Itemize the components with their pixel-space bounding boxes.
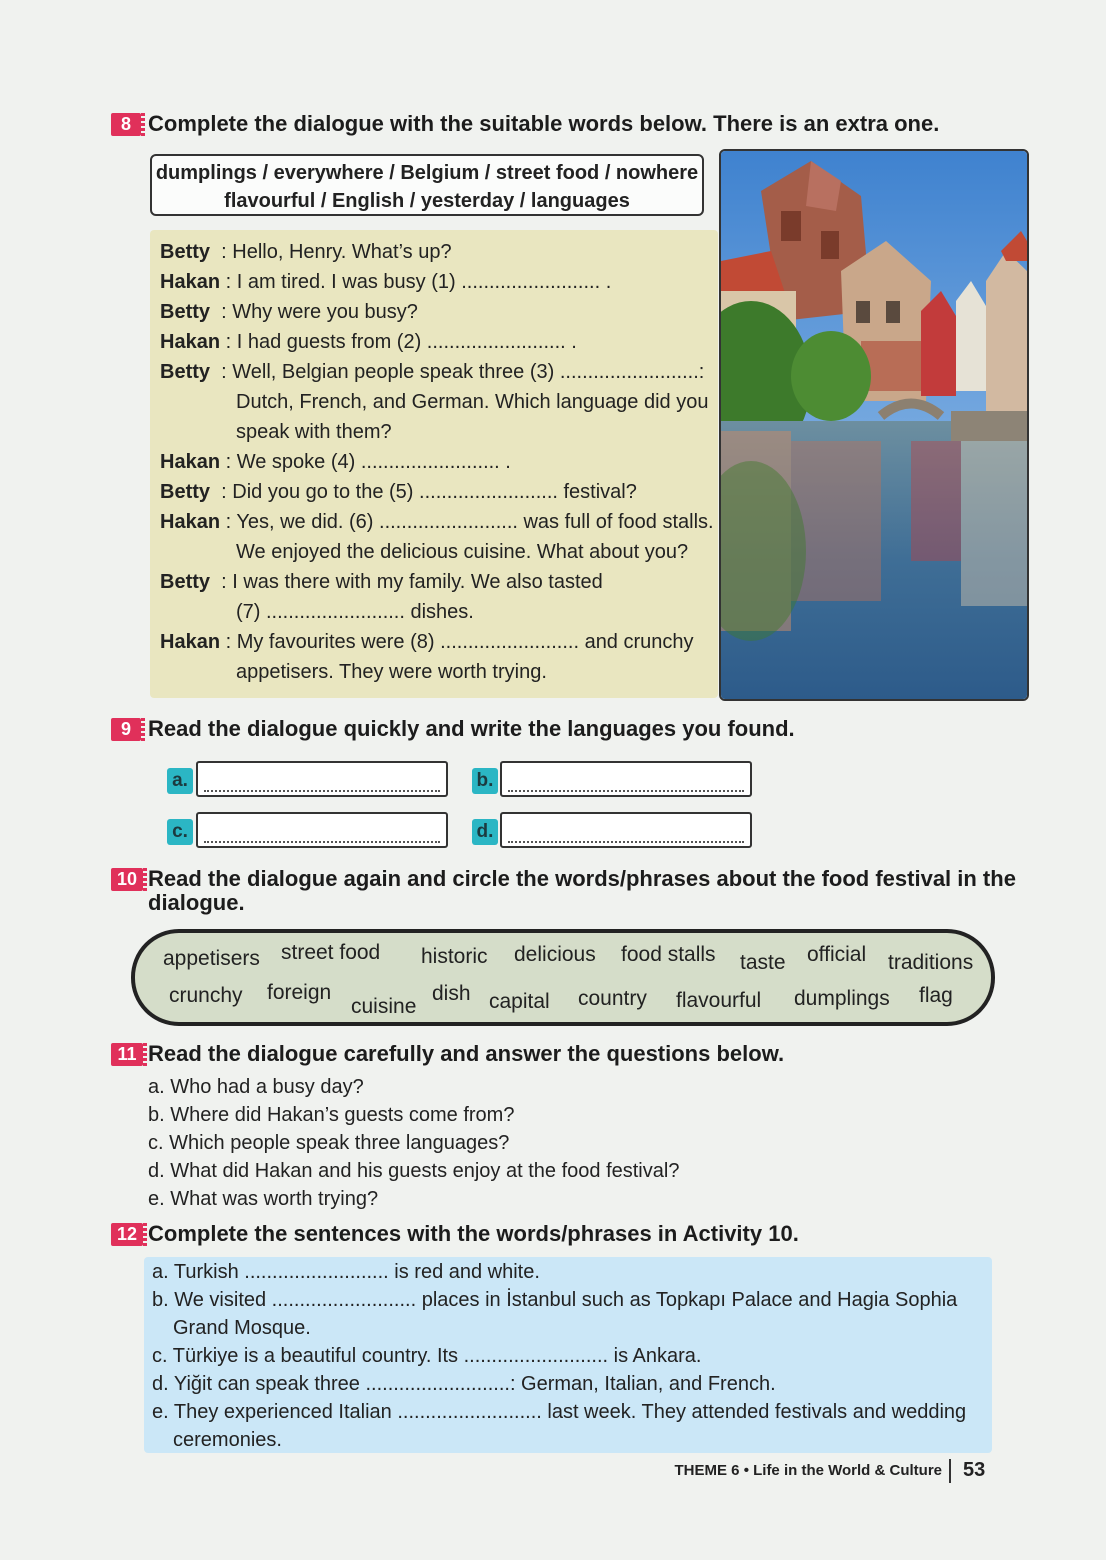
dialogue-text: Did you go to the (5) ......................... festival?	[232, 481, 637, 503]
dialogue-continuation: Dutch, French, and German. Which language did you	[236, 391, 709, 413]
speaker-name: Hakan	[160, 451, 221, 473]
word-option[interactable]: capital	[489, 990, 550, 1013]
word-option[interactable]: historic	[421, 945, 488, 968]
word-bank	[150, 154, 704, 216]
word-option[interactable]: official	[807, 943, 867, 966]
word-option[interactable]: appetisers	[163, 947, 260, 970]
dialogue-line	[160, 571, 603, 594]
exercise-number: 11	[111, 1043, 143, 1066]
exercise-number: 10	[111, 868, 143, 891]
speaker-name: Betty	[160, 241, 211, 263]
word-option[interactable]: dish	[432, 982, 471, 1005]
exercise-number: 8	[111, 113, 141, 136]
answer-box[interactable]	[196, 812, 448, 848]
word-option[interactable]: country	[578, 987, 647, 1010]
footer-divider	[949, 1459, 951, 1483]
sentence: b. We visited .......................... places in İstanbul such as Topkapı Palace and Hagia Sophia	[152, 1289, 958, 1311]
dialogue-continuation: appetisers. They were worth trying.	[236, 661, 547, 683]
dialogue-line	[160, 301, 418, 324]
word-option[interactable]: street food	[281, 941, 381, 964]
word-bank-line: dumplings / everywhere / Belgium / street food / nowhere	[155, 162, 699, 184]
speaker-separator: :	[210, 301, 233, 323]
speaker-separator: :	[220, 331, 237, 353]
dialogue-continuation: speak with them?	[236, 421, 392, 443]
exercise-number: 12	[111, 1223, 143, 1246]
speaker-name: Betty	[160, 571, 211, 593]
speaker-separator: :	[220, 451, 237, 473]
exercise-title: Read the dialogue quickly and write the languages you found.	[148, 716, 795, 741]
sentence: Grand Mosque.	[173, 1317, 311, 1339]
exercise-title: Read the dialogue again and circle the words/phrases about the food festival in the	[148, 866, 1016, 891]
answer-letter: d.	[472, 819, 498, 845]
speaker-separator: :	[210, 571, 233, 593]
exercise-title: Complete the dialogue with the suitable words below. There is an extra one.	[148, 111, 940, 136]
answer-box[interactable]	[500, 761, 752, 797]
sentence: c. Türkiye is a beautiful country. Its .......................... is Ankara.	[152, 1345, 702, 1367]
speaker-separator: :	[210, 241, 233, 263]
dialogue-line	[160, 451, 511, 474]
dialogue-line	[160, 331, 577, 354]
dialogue-text: We spoke (4) ......................... .	[236, 451, 511, 473]
word-cloud	[131, 929, 995, 1026]
question: a. Who had a busy day?	[148, 1076, 364, 1098]
answer-letter: b.	[472, 768, 498, 794]
dialogue-line	[160, 361, 704, 384]
footer-theme: THEME 6 • Life in the World & Culture	[674, 1462, 942, 1479]
exercise-title: Complete the sentences with the words/phrases in Activity 10.	[148, 1221, 799, 1246]
word-option[interactable]: dumplings	[794, 987, 890, 1010]
speaker-name: Hakan	[160, 511, 221, 533]
question: e. What was worth trying?	[148, 1188, 379, 1210]
question: c. Which people speak three languages?	[148, 1132, 510, 1154]
dialogue-text: I was there with my family. We also tasted	[232, 571, 603, 593]
word-option[interactable]: flavourful	[676, 989, 762, 1012]
sentence: e. They experienced Italian .......................... last week. They attended festivals and wedding	[152, 1401, 967, 1423]
sentence: d. Yiğit can speak three ..........................: German, Italian, and French.	[152, 1373, 776, 1395]
speaker-separator: :	[210, 481, 233, 503]
question: d. What did Hakan and his guests enjoy at the food festival?	[148, 1160, 680, 1182]
speaker-name: Betty	[160, 481, 211, 503]
exercise-title: dialogue.	[148, 890, 245, 915]
dialogue-line	[160, 481, 637, 504]
exercise-number: 9	[111, 718, 141, 741]
dialogue-text: My favourites were (8) ......................... and crunchy	[236, 631, 694, 653]
answer-letter: c.	[167, 819, 193, 845]
word-option[interactable]: flag	[919, 984, 953, 1007]
word-option[interactable]: traditions	[888, 951, 974, 974]
dialogue-text: I had guests from (2) ......................... .	[236, 331, 577, 353]
speaker-name: Betty	[160, 301, 211, 323]
word-option[interactable]: foreign	[267, 981, 332, 1004]
dialogue-line	[160, 271, 611, 294]
speaker-name: Hakan	[160, 271, 221, 293]
dialogue-box	[150, 230, 718, 698]
speaker-name: Hakan	[160, 631, 221, 653]
dialogue-continuation: (7) ......................... dishes.	[236, 601, 474, 623]
dialogue-continuation: We enjoyed the delicious cuisine. What about you?	[236, 541, 689, 563]
dialogue-text: I am tired. I was busy (1) ......................... .	[236, 271, 612, 293]
answer-box[interactable]	[196, 761, 448, 797]
speaker-separator: :	[220, 631, 237, 653]
word-bank-line: flavourful / English / yesterday / languages	[224, 190, 630, 212]
speaker-name: Hakan	[160, 331, 221, 353]
answer-box[interactable]	[500, 812, 752, 848]
dialogue-text: Hello, Henry. What’s up?	[232, 241, 452, 263]
word-option[interactable]: delicious	[514, 943, 596, 966]
word-option[interactable]: crunchy	[169, 984, 243, 1007]
speaker-separator: :	[220, 271, 237, 293]
sentence: a. Turkish .......................... is red and white.	[152, 1261, 540, 1283]
sentence: ceremonies.	[173, 1429, 282, 1451]
sentences-box	[144, 1257, 992, 1453]
dialogue-text: Yes, we did. (6) ......................... was full of food stalls.	[236, 511, 714, 533]
page-number: 53	[963, 1459, 986, 1481]
speaker-separator: :	[210, 361, 233, 383]
speaker-name: Betty	[160, 361, 211, 383]
dialogue-line	[160, 631, 694, 654]
exercise-title: Read the dialogue carefully and answer the questions below.	[148, 1041, 785, 1066]
dialogue-text: Well, Belgian people speak three (3) .........................:	[232, 361, 705, 383]
speaker-separator: :	[220, 511, 237, 533]
word-option[interactable]: cuisine	[351, 995, 417, 1018]
word-option[interactable]: food stalls	[621, 943, 716, 966]
canal-town-photo	[719, 149, 1029, 701]
dialogue-text: Why were you busy?	[232, 301, 418, 323]
word-option[interactable]: taste	[740, 951, 786, 974]
question: b. Where did Hakan’s guests come from?	[148, 1104, 515, 1126]
canal-illustration	[721, 151, 1027, 699]
dialogue-line	[160, 241, 452, 264]
dialogue-line	[160, 511, 714, 534]
answer-letter: a.	[167, 768, 193, 794]
